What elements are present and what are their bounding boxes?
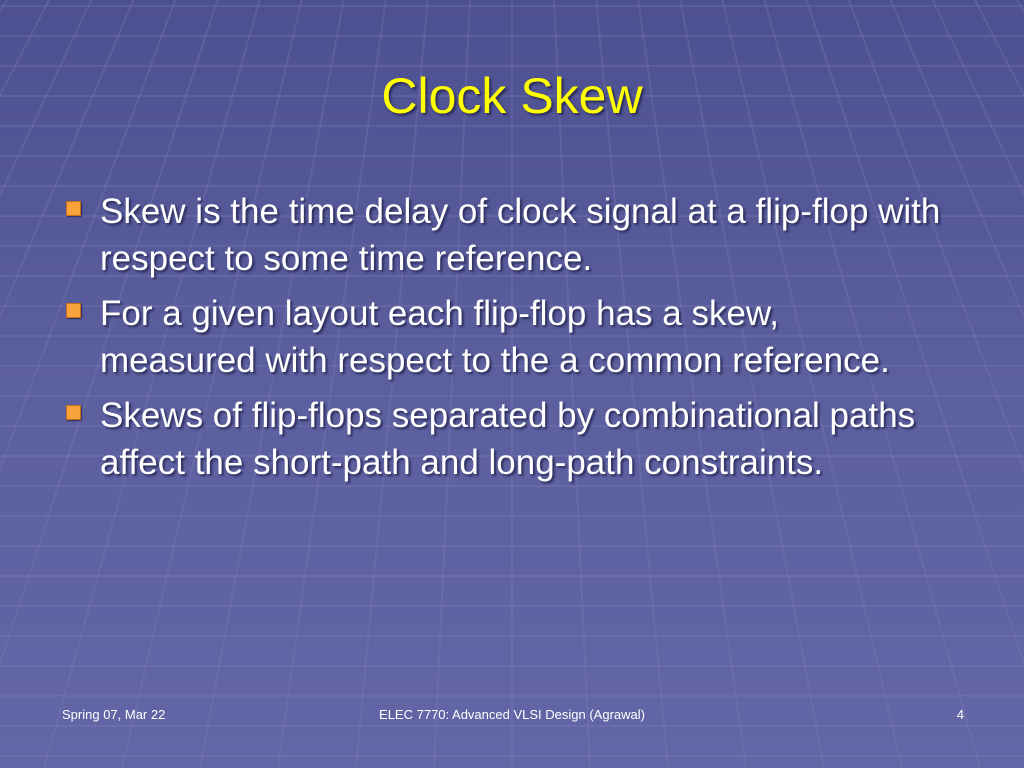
bullet-item xyxy=(62,290,942,384)
square-bullet-icon xyxy=(66,201,81,216)
page-number: 4 xyxy=(956,707,964,722)
square-bullet-icon xyxy=(66,405,81,420)
slide-title: Clock Skew xyxy=(381,68,643,124)
footer-date: Spring 07, Mar 22 xyxy=(62,707,166,722)
footer-course-title: ELEC 7770: Advanced VLSI Design (Agrawal) xyxy=(379,707,645,722)
bullet-list xyxy=(62,188,942,494)
bullet-text: Skew is the time delay of clock signal at a flip-flop with respect to some time reference. xyxy=(100,192,941,278)
bullet-item xyxy=(62,392,942,486)
bullet-text: For a given layout each flip-flop has a skew, measured with respect to the a common reference. xyxy=(100,294,890,380)
bullet-text: Skews of flip-flops separated by combinational paths affect the short-path and long-path constraints. xyxy=(100,396,916,482)
square-bullet-icon xyxy=(66,303,81,318)
bullet-item xyxy=(62,188,942,282)
